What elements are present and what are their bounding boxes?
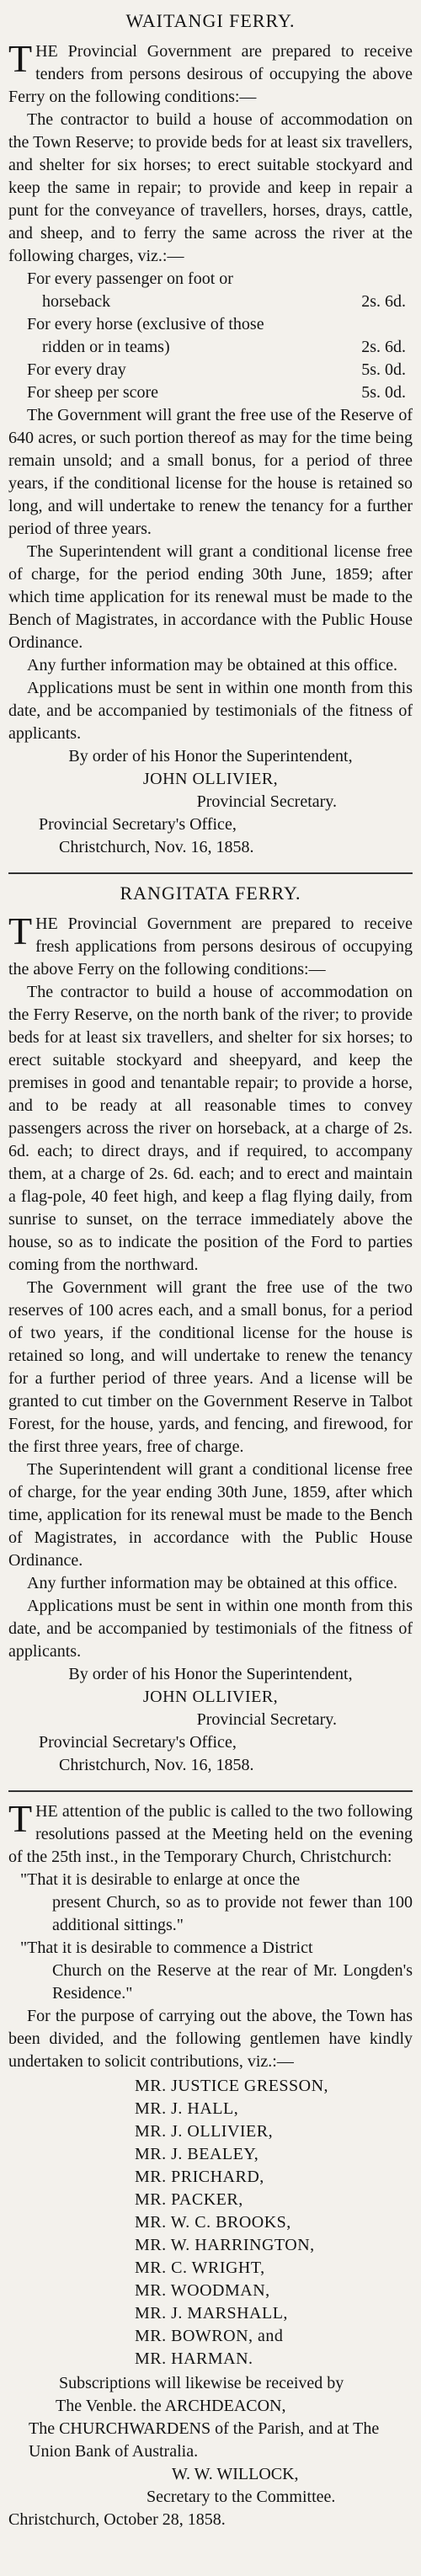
signatory-title: Provincial Secretary. <box>196 792 337 811</box>
resolution-2: "That it is desirable to commence a District Church on the Reserve at the rear of Mr. Longden's Residence." <box>20 1939 413 2003</box>
rate-price: 2s. 6d. <box>361 338 406 356</box>
list-item: MR. W. C. BROOKS, <box>135 2213 291 2232</box>
list-item: MR. JUSTICE GRESSON, <box>135 2077 329 2095</box>
list-item: MR. J. BEALEY, <box>135 2145 259 2163</box>
list-item: MR. J. OLLIVIER, <box>135 2122 274 2141</box>
order-line: By order of his Honor the Superintendent, <box>68 747 353 765</box>
applications-paragraph: Applications must be sent in within one month from this date, and be accompanied by testimonials of the fitness of applicants. <box>8 679 413 743</box>
list-item: MR. PRICHARD, <box>135 2168 264 2186</box>
rate-row: For every dray 5s. 0d. <box>8 359 413 381</box>
notice-church-resolutions <box>8 1797 413 2531</box>
information-paragraph: Any further information may be obtained at this office. <box>27 1574 398 1592</box>
list-item: MR. WOODMAN, <box>135 2281 270 2300</box>
list-item: MR. W. HARRINGTON, <box>135 2236 315 2254</box>
government-paragraph: The Government will grant the free use of the Reserve of 640 acres, or such portion thereof as may for the time being remain unsold; and a small bonus, for a period of three years, if the conditional license for the house is retained so long, and will undertake to renew the tenancy for a further period of three years. <box>8 406 413 538</box>
office-line: Provincial Secretary's Office, <box>39 815 237 834</box>
date-line: Christchurch, October 28, 1858. <box>8 2510 226 2529</box>
notice-intro: THE Provincial Government are prepared to receive fresh applications from persons desirous of occupying the above Ferry on the following conditions:— <box>8 909 413 979</box>
archdeacon-line: The Venble. the ARCHDEACON, <box>56 2397 286 2415</box>
rate-row: For every horse (exclusive of those ridden or in teams) 2s. 6d. <box>8 313 413 359</box>
date-line: Christchurch, Nov. 16, 1858. <box>59 1756 254 1774</box>
list-item: MR. BOWRON, and <box>135 2327 284 2345</box>
notice-heading: RANGITATA FERRY. <box>120 883 301 904</box>
list-item: MR. PACKER, <box>135 2190 243 2209</box>
drop-cap: T <box>8 1797 33 1840</box>
conditions-paragraph: The contractor to build a house of accommodation on the Ferry Reserve, on the north bank of the river; to provide beds for at least six travellers, and shelter for six horses; to erect suitable stockyard and sheepyard, and keep the premises in good and tenantable repair; to provide a horse, and to be ready at all reasonable times to convey passengers across the river on horseback, at a charge of 2s. 6d. each; to direct drays, and if required, to accompany them, at a charge of 2s. 6d. each; and to erect and maintain a flag-pole, 40 feet high, and keep a flag flying daily, from sunrise to sunset, on the terrace immediately above the house, so as to indicate the position of the Ford to parties coming from the northward. <box>8 983 413 1274</box>
drop-cap: T <box>8 909 33 952</box>
subscriptions-line: Subscriptions will likewise be received by <box>59 2374 344 2392</box>
churchwardens-line: The CHURCHWARDENS of the Parish, and at The Union Bank of Australia. <box>29 2419 380 2461</box>
notice-intro: THE Provincial Government are prepared to receive tenders from persons desirous of occupying the above Ferry on the following conditions:— <box>8 37 413 106</box>
list-item: MR. C. WRIGHT, <box>135 2259 265 2277</box>
conditions-paragraph: The contractor to build a house of accommodation on the Town Reserve; to provide beds for at least six travellers, and shelter for six horses; to erect suitable stockyard and keep the same in repair; to provide and keep in repair a punt for the conveyance of travellers, horses, drays, cattle, and sheep, and to ferry the same across the river at the following charges, viz.:— <box>8 110 413 265</box>
resolution-1: "That it is desirable to enlarge at once the present Church, so as to provide not fewer than 100 additional sittings." <box>20 1870 413 1934</box>
date-line: Christchurch, Nov. 16, 1858. <box>59 838 254 856</box>
notice-heading: WAITANGI FERRY. <box>125 10 296 31</box>
rate-row: For every passenger on foot or horseback 2s. 6d. <box>8 268 413 313</box>
list-item: MR. J. HALL, <box>135 2099 239 2118</box>
notice-waitangi-ferry <box>8 10 413 859</box>
signatory-name: JOHN OLLIVIER, <box>142 1688 279 1706</box>
information-paragraph: Any further information may be obtained at this office. <box>27 656 398 675</box>
rate-price: 5s. 0d. <box>361 383 406 402</box>
drop-cap: T <box>8 37 33 80</box>
signatory-name: JOHN OLLIVIER, <box>142 770 279 788</box>
notice-rangitata-ferry <box>8 883 413 1777</box>
notice-intro: THE attention of the public is called to the two following resolutions passed at the Meeting held on the evening of the 25th inst., in the Temporary Church, Christchurch: <box>8 1797 413 1866</box>
applications-paragraph: Applications must be sent in within one month from this date, and be accompanied by testimonials of the fitness of applicants. <box>8 1597 413 1661</box>
license-paragraph: The Superintendent will grant a conditional license free of charge, for the period ending 30th June, 1859; after which time application for its renewal must be made to the Bench of Magistrates, in accordance with the Public House Ordinance. <box>8 542 413 652</box>
rate-row: For sheep per score 5s. 0d. <box>8 381 413 404</box>
signatory-title: Provincial Secretary. <box>196 1710 337 1729</box>
signatory-name: W. W. WILLOCK, <box>172 2465 299 2483</box>
purpose-paragraph: For the purpose of carrying out the above, the Town has been divided, and the following gentlemen have kindly undertaken to solicit contributions, viz.:— <box>8 2007 413 2071</box>
order-line: By order of his Honor the Superintendent, <box>68 1665 353 1683</box>
collector-list <box>8 2075 413 2371</box>
divider <box>8 1790 413 1792</box>
ferry-rates <box>8 268 413 404</box>
list-item: MR. J. MARSHALL, <box>135 2304 288 2323</box>
license-paragraph: The Superintendent will grant a conditional license free of charge, for the year ending 30th June, 1859, after which time, application for its renewal must be made to the Bench of Magistrates, in accordance with the Public House Ordinance. <box>8 1460 413 1570</box>
signatory-title: Secretary to the Committee. <box>147 2488 336 2506</box>
rate-price: 2s. 6d. <box>361 292 406 311</box>
list-item: MR. HARMAN. <box>135 2349 253 2368</box>
office-line: Provincial Secretary's Office, <box>39 1733 237 1752</box>
rate-price: 5s. 0d. <box>361 360 406 379</box>
divider <box>8 872 413 874</box>
government-paragraph: The Government will grant the free use of the two reserves of 100 acres each, and a small bonus, for a period of two years, if the conditional license for the house is retained so long, and will undertake to renew the tenancy for a further period of three years. And a license will be granted to cut timber on the Government Reserve in Talbot Forest, for the house, yards, and fencing, and firewood, for the first three years, free of charge. <box>8 1278 413 1456</box>
